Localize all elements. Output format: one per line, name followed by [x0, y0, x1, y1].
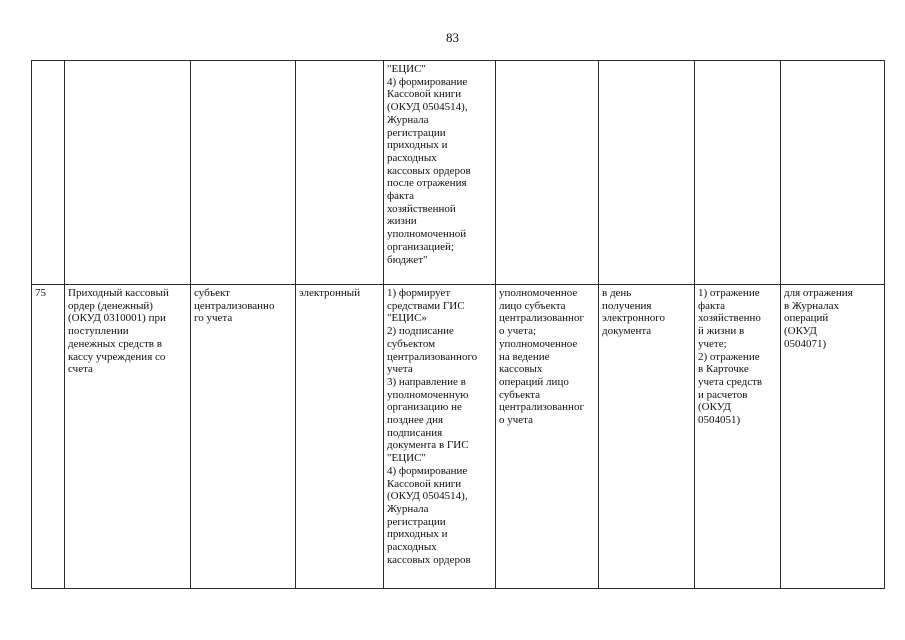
table-row-75 — [32, 285, 885, 589]
cell-document-name: Приходный кассовый ордер (денежный) (ОКУД 0310001) при поступлении денежных средств в кассу учреждения со счета — [65, 285, 191, 589]
cell-number: 75 — [32, 285, 65, 589]
cell-form — [296, 61, 384, 285]
cell-signer: уполномоченное лицо субъекта централизованног о учета; уполномоченное на ведение кассовых операций лицо субъекта централизованног о учета — [496, 285, 599, 589]
cell-signer — [496, 61, 599, 285]
cell-form: электронный — [296, 285, 384, 589]
cell-purpose: для отражения в Журналах операций (ОКУД 0504071) — [781, 285, 885, 589]
cell-procedure: "ЕЦИС" 4) формирование Кассовой книги (ОКУД 0504514), Журнала регистрации приходных и расходных кассовых ордеров после отражения факта хозяйственной жизни уполномоченной организацией; бюджет" — [384, 61, 496, 285]
cell-recording: 1) отражение факта хозяйственно й жизни в учете; 2) отражение в Карточке учета средств и расчетов (ОКУД 0504051) — [695, 285, 781, 589]
table-row-continuation — [32, 61, 885, 285]
cell-recording — [695, 61, 781, 285]
cell-document-name — [65, 61, 191, 285]
cell-responsible: субъект централизованно го учета — [191, 285, 296, 589]
page-number: 83 — [446, 30, 459, 45]
cell-responsible — [191, 61, 296, 285]
cell-purpose — [781, 61, 885, 285]
document-table — [31, 60, 885, 589]
cell-number — [32, 61, 65, 285]
cell-procedure: 1) формирует средствами ГИС "ЕЦИС» 2) подписание субъектом централизованного учета 3) направление в уполномоченную организацию не позднее дня подписания документа в ГИС "ЕЦИС" 4) формирование Кассовой книги (ОКУД 0504514), Журнала регистрации приходных и расходных кассовых ордеров — [384, 285, 496, 589]
cell-deadline: в день получения электронного документа — [599, 285, 695, 589]
cell-deadline — [599, 61, 695, 285]
